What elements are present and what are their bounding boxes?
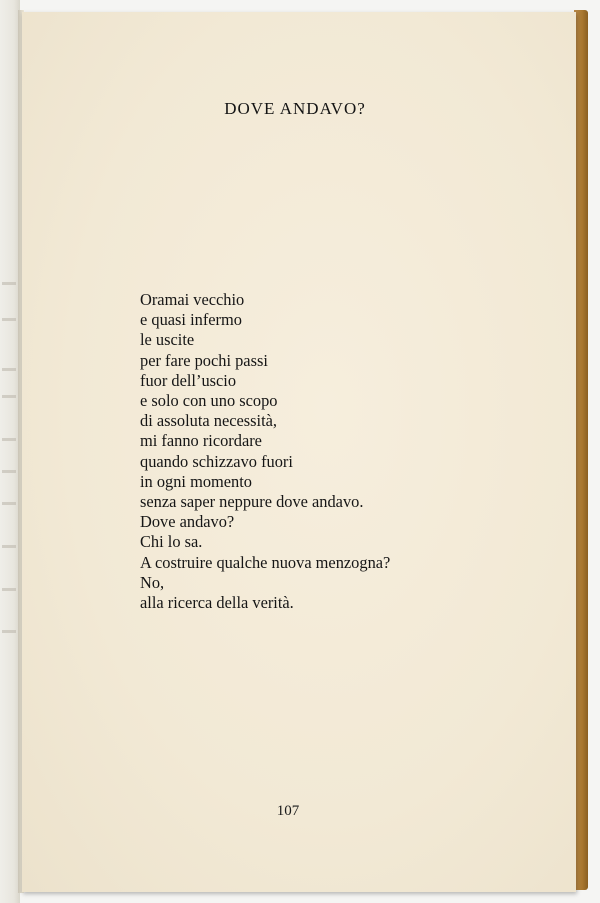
- previous-page-text-fragment: [2, 630, 16, 633]
- previous-page-text-fragment: [2, 438, 16, 441]
- page-number: 107: [276, 803, 300, 819]
- poem-line: senza saper neppure dove andavo.: [140, 492, 364, 512]
- previous-page-text-fragment: [2, 282, 16, 285]
- previous-page-text-fragment: [2, 318, 16, 321]
- poem-line: di assoluta necessità,: [140, 411, 278, 431]
- previous-page-text-fragment: [2, 502, 16, 505]
- poem-line: quando schizzavo fuori: [140, 451, 293, 471]
- poem-line: in ogni momento: [140, 471, 252, 491]
- poem-line: per fare pochi passi: [140, 350, 268, 370]
- poem-line: le uscite: [140, 330, 195, 350]
- poem-line: alla ricerca della verità.: [140, 593, 294, 613]
- poem-line: e quasi infermo: [140, 310, 242, 330]
- previous-page-text-fragment: [2, 470, 16, 473]
- book-page: [22, 12, 576, 892]
- poem-line: No,: [140, 572, 165, 592]
- previous-page-text-fragment: [2, 588, 16, 591]
- poem-line: Chi lo sa.: [140, 532, 203, 552]
- book-cover-edge: [574, 10, 588, 890]
- poem-line: mi fanno ricordare: [140, 431, 262, 451]
- poem-line: e solo con uno scopo: [140, 391, 278, 411]
- previous-page-text-fragment: [2, 395, 16, 398]
- previous-page-text-fragment: [2, 545, 16, 548]
- poem-title: DOVE ANDAVO?: [224, 99, 366, 118]
- previous-page-text-fragment: [2, 368, 16, 371]
- poem-line: fuor dell’uscio: [140, 370, 237, 390]
- poem-line: A costruire qualche nuova menzogna?: [140, 552, 391, 572]
- poem-line: Dove andavo?: [140, 512, 235, 532]
- poem-body: [140, 290, 390, 613]
- previous-page-edge: [0, 0, 20, 903]
- poem-line: Oramai vecchio: [140, 290, 245, 309]
